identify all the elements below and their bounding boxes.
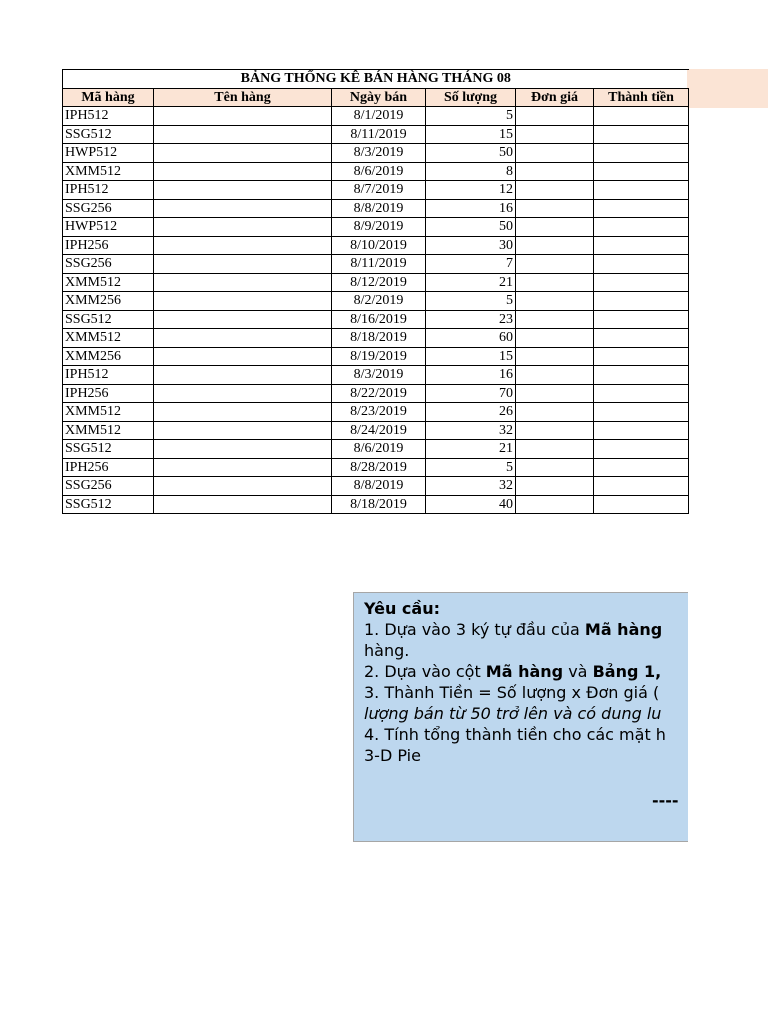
table-row	[63, 255, 689, 274]
cell-ma-hang[interactable]: IPH256	[63, 236, 154, 255]
cell-ma-hang[interactable]: IPH256	[63, 384, 154, 403]
cell-so-luong[interactable]: 60	[426, 329, 516, 348]
cell-so-luong[interactable]: 32	[426, 477, 516, 496]
cell-don-gia[interactable]	[516, 310, 594, 329]
sales-table	[62, 69, 689, 514]
table-row	[63, 273, 689, 292]
table-row	[63, 384, 689, 403]
cell-so-luong[interactable]: 26	[426, 403, 516, 422]
cell-so-luong[interactable]: 21	[426, 440, 516, 459]
cell-ten-hang[interactable]	[154, 199, 332, 218]
cell-so-luong[interactable]: 70	[426, 384, 516, 403]
cell-so-luong[interactable]: 7	[426, 255, 516, 274]
cell-so-luong[interactable]: 21	[426, 273, 516, 292]
cell-thanh-tien[interactable]	[594, 329, 689, 348]
requirement-3-cont: lượng bán từ 50 trở lên và có dung lu	[364, 704, 662, 723]
cell-don-gia[interactable]	[516, 477, 594, 496]
cell-ngay-ban[interactable]: 8/22/2019	[332, 384, 426, 403]
cell-ten-hang[interactable]	[154, 181, 332, 200]
cell-ten-hang[interactable]	[154, 144, 332, 163]
table-row	[63, 329, 689, 348]
cell-ngay-ban[interactable]: 8/12/2019	[332, 273, 426, 292]
cell-ten-hang[interactable]	[154, 255, 332, 274]
cell-don-gia[interactable]	[516, 421, 594, 440]
cell-thanh-tien[interactable]	[594, 255, 689, 274]
requirement-4: 4. Tính tổng thành tiền cho các mặt h	[364, 725, 666, 744]
cell-so-luong[interactable]: 32	[426, 421, 516, 440]
cell-so-luong[interactable]: 16	[426, 366, 516, 385]
cell-so-luong[interactable]: 23	[426, 310, 516, 329]
cell-ma-hang[interactable]: SSG256	[63, 199, 154, 218]
cell-thanh-tien[interactable]	[594, 292, 689, 311]
cell-ma-hang[interactable]: XMM512	[63, 403, 154, 422]
cell-ma-hang[interactable]: XMM512	[63, 421, 154, 440]
cell-ten-hang[interactable]	[154, 477, 332, 496]
cell-thanh-tien[interactable]	[594, 162, 689, 181]
cell-don-gia[interactable]	[516, 329, 594, 348]
cell-ma-hang[interactable]: SSG512	[63, 440, 154, 459]
table-row	[63, 403, 689, 422]
cell-don-gia[interactable]	[516, 181, 594, 200]
requirement-3: 3. Thành Tiền = Số lượng x Đơn giá (	[364, 683, 660, 702]
cell-ma-hang[interactable]: XMM512	[63, 162, 154, 181]
table-row	[63, 107, 689, 126]
cell-ma-hang[interactable]: IPH512	[63, 181, 154, 200]
table-row	[63, 440, 689, 459]
cell-ma-hang[interactable]: IPH512	[63, 107, 154, 126]
cell-ma-hang[interactable]: IPH256	[63, 458, 154, 477]
cell-ngay-ban[interactable]: 8/3/2019	[332, 144, 426, 163]
cell-ngay-ban[interactable]: 8/6/2019	[332, 440, 426, 459]
cell-don-gia[interactable]	[516, 162, 594, 181]
cell-don-gia[interactable]	[516, 366, 594, 385]
cell-ten-hang[interactable]	[154, 421, 332, 440]
cell-ma-hang[interactable]: SSG512	[63, 125, 154, 144]
cell-thanh-tien[interactable]	[594, 440, 689, 459]
header-thanh-tien[interactable]: Thành tiền	[594, 88, 689, 107]
sheet-title[interactable]: BẢNG THỐNG KÊ BÁN HÀNG THÁNG 08	[63, 70, 689, 89]
cell-ten-hang[interactable]	[154, 366, 332, 385]
cell-ten-hang[interactable]	[154, 218, 332, 237]
requirement-4-cont: 3-D Pie	[364, 746, 421, 765]
table-row	[63, 236, 689, 255]
cell-ten-hang[interactable]	[154, 162, 332, 181]
header-row	[63, 88, 689, 107]
cell-ngay-ban[interactable]: 8/8/2019	[332, 199, 426, 218]
table-row	[63, 162, 689, 181]
cell-thanh-tien[interactable]	[594, 199, 689, 218]
table-row	[63, 144, 689, 163]
table-body	[63, 107, 689, 514]
cell-ngay-ban[interactable]: 8/23/2019	[332, 403, 426, 422]
cell-ngay-ban[interactable]: 8/9/2019	[332, 218, 426, 237]
cell-ma-hang[interactable]: HWP512	[63, 144, 154, 163]
cell-ten-hang[interactable]	[154, 125, 332, 144]
cell-don-gia[interactable]	[516, 440, 594, 459]
cell-so-luong[interactable]: 30	[426, 236, 516, 255]
cell-thanh-tien[interactable]	[594, 366, 689, 385]
cell-so-luong[interactable]: 8	[426, 162, 516, 181]
cell-ten-hang[interactable]	[154, 403, 332, 422]
cell-thanh-tien[interactable]	[594, 236, 689, 255]
cell-ngay-ban[interactable]: 8/6/2019	[332, 162, 426, 181]
cell-so-luong[interactable]: 5	[426, 292, 516, 311]
cell-don-gia[interactable]	[516, 236, 594, 255]
cell-thanh-tien[interactable]	[594, 495, 689, 514]
header-so-luong[interactable]: Số lượng	[426, 88, 516, 107]
table-row	[63, 310, 689, 329]
cell-so-luong[interactable]: 16	[426, 199, 516, 218]
cell-ten-hang[interactable]	[154, 236, 332, 255]
cell-so-luong[interactable]: 50	[426, 144, 516, 163]
cell-ngay-ban[interactable]: 8/2/2019	[332, 292, 426, 311]
cell-ma-hang[interactable]: SSG512	[63, 310, 154, 329]
cell-don-gia[interactable]	[516, 125, 594, 144]
cell-ngay-ban[interactable]: 8/10/2019	[332, 236, 426, 255]
cell-ngay-ban[interactable]: 8/18/2019	[332, 329, 426, 348]
cell-thanh-tien[interactable]	[594, 310, 689, 329]
cell-ten-hang[interactable]	[154, 495, 332, 514]
cell-ten-hang[interactable]	[154, 310, 332, 329]
cell-ngay-ban[interactable]: 8/24/2019	[332, 421, 426, 440]
cell-don-gia[interactable]	[516, 458, 594, 477]
table-row	[63, 199, 689, 218]
cell-so-luong[interactable]: 15	[426, 347, 516, 366]
cell-thanh-tien[interactable]	[594, 421, 689, 440]
cell-ten-hang[interactable]	[154, 440, 332, 459]
cell-ngay-ban[interactable]: 8/16/2019	[332, 310, 426, 329]
cell-don-gia[interactable]	[516, 144, 594, 163]
cell-don-gia[interactable]	[516, 384, 594, 403]
table-row	[63, 495, 689, 514]
footer-dashes: ----	[652, 791, 679, 810]
cell-thanh-tien[interactable]	[594, 347, 689, 366]
cell-ten-hang[interactable]	[154, 273, 332, 292]
cell-ten-hang[interactable]	[154, 384, 332, 403]
cell-thanh-tien[interactable]	[594, 125, 689, 144]
cell-ten-hang[interactable]	[154, 458, 332, 477]
cell-ngay-ban[interactable]: 8/3/2019	[332, 366, 426, 385]
cell-thanh-tien[interactable]	[594, 181, 689, 200]
table-row	[63, 366, 689, 385]
table-row	[63, 421, 689, 440]
table-row	[63, 181, 689, 200]
cell-ngay-ban[interactable]: 8/18/2019	[332, 495, 426, 514]
table-row	[63, 125, 689, 144]
cell-thanh-tien[interactable]	[594, 477, 689, 496]
cell-ma-hang[interactable]: XMM512	[63, 273, 154, 292]
cell-thanh-tien[interactable]	[594, 273, 689, 292]
cell-ma-hang[interactable]: HWP512	[63, 218, 154, 237]
table-row	[63, 477, 689, 496]
requirement-1-cont: hàng.	[364, 641, 410, 660]
cell-so-luong[interactable]: 12	[426, 181, 516, 200]
cell-ngay-ban[interactable]: 8/8/2019	[332, 477, 426, 496]
table-row	[63, 218, 689, 237]
cell-ngay-ban[interactable]: 8/11/2019	[332, 255, 426, 274]
cell-thanh-tien[interactable]	[594, 458, 689, 477]
cell-ngay-ban[interactable]: 8/1/2019	[332, 107, 426, 126]
cell-ma-hang[interactable]: SSG256	[63, 477, 154, 496]
cell-so-luong[interactable]: 5	[426, 107, 516, 126]
header-fill-overflow	[687, 69, 768, 108]
table-row	[63, 458, 689, 477]
cell-don-gia[interactable]	[516, 495, 594, 514]
cell-thanh-tien[interactable]	[594, 144, 689, 163]
cell-don-gia[interactable]	[516, 218, 594, 237]
cell-ma-hang[interactable]: XMM256	[63, 292, 154, 311]
table-row	[63, 292, 689, 311]
requirement-1: 1. Dựa vào 3 ký tự đầu của Mã hàng	[364, 620, 663, 639]
requirements-title: Yêu cầu:	[364, 599, 440, 618]
header-don-gia[interactable]: Đơn giá	[516, 88, 594, 107]
cell-ma-hang[interactable]: XMM512	[63, 329, 154, 348]
cell-so-luong[interactable]: 15	[426, 125, 516, 144]
cell-so-luong[interactable]: 5	[426, 458, 516, 477]
cell-don-gia[interactable]	[516, 292, 594, 311]
cell-ma-hang[interactable]: SSG512	[63, 495, 154, 514]
cell-ten-hang[interactable]	[154, 347, 332, 366]
cell-thanh-tien[interactable]	[594, 403, 689, 422]
cell-ten-hang[interactable]	[154, 107, 332, 126]
requirements-box[interactable]	[353, 592, 688, 842]
header-ngay-ban[interactable]: Ngày bán	[332, 88, 426, 107]
cell-don-gia[interactable]	[516, 199, 594, 218]
cell-don-gia[interactable]	[516, 107, 594, 126]
requirement-2: 2. Dựa vào cột Mã hàng và Bảng 1,	[364, 662, 662, 681]
header-ma-hang[interactable]: Mã hàng	[63, 88, 154, 107]
cell-ma-hang[interactable]: XMM256	[63, 347, 154, 366]
cell-ngay-ban[interactable]: 8/19/2019	[332, 347, 426, 366]
cell-ma-hang[interactable]: IPH512	[63, 366, 154, 385]
cell-thanh-tien[interactable]	[594, 218, 689, 237]
cell-ngay-ban[interactable]: 8/28/2019	[332, 458, 426, 477]
header-ten-hang[interactable]: Tên hàng	[154, 88, 332, 107]
cell-ma-hang[interactable]: SSG256	[63, 255, 154, 274]
cell-ten-hang[interactable]	[154, 292, 332, 311]
cell-so-luong[interactable]: 40	[426, 495, 516, 514]
cell-don-gia[interactable]	[516, 403, 594, 422]
cell-ngay-ban[interactable]: 8/7/2019	[332, 181, 426, 200]
cell-thanh-tien[interactable]	[594, 107, 689, 126]
cell-so-luong[interactable]: 50	[426, 218, 516, 237]
cell-don-gia[interactable]	[516, 255, 594, 274]
cell-ngay-ban[interactable]: 8/11/2019	[332, 125, 426, 144]
table-row	[63, 347, 689, 366]
cell-thanh-tien[interactable]	[594, 384, 689, 403]
cell-ten-hang[interactable]	[154, 329, 332, 348]
cell-don-gia[interactable]	[516, 273, 594, 292]
cell-don-gia[interactable]	[516, 347, 594, 366]
